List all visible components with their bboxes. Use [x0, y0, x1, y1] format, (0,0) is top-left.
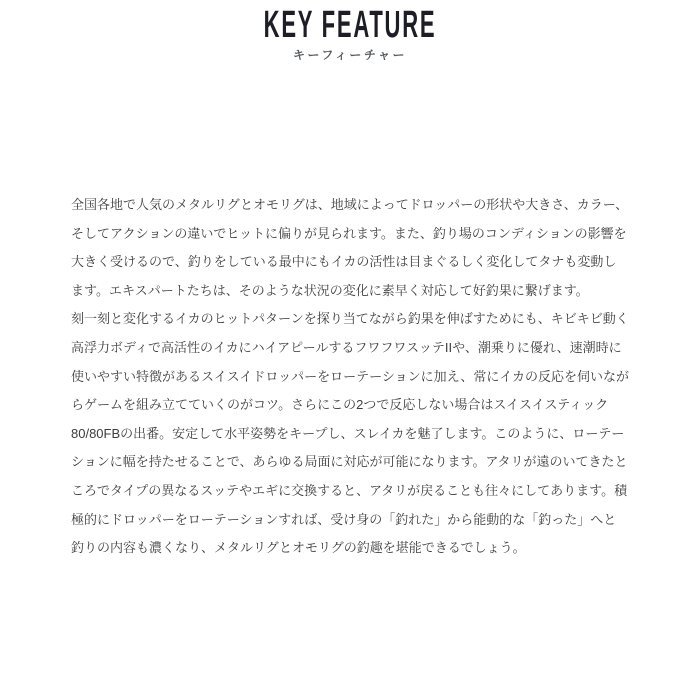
- body-paragraph-2: 刻一刻と変化するイカのヒットパターンを探り当てながら釣果を伸ばすためにも、キビキビ動く高浮力ボディで高活性のイカにハイアピールするフワフワスッテIIや、潮乗りに優れ、速潮時に使いやすい特徴があるスイスイドロッパーをローテーションに加え、常にイカの反応を伺いながらゲームを組み立てていくのがコツ。さらにこの2つで反応しない場合はスイスイスティック80/80FBの出番。安定して水平姿勢をキープし、スレイカを魅了します。このように、ローテーションに幅を持たせることで、あらゆる局面に対応が可能になります。アタリが遠のいてきたところでタイプの異なるスッテやエギに交換すると、アタリが戻ることも往々にしてあります。積極的にドロッパーをローテーションすれば、受け身の「釣れた」から能動的な「釣った」へと釣りの内容も濃くなり、メタルリグとオモリグの釣趣を堪能できるでしょう。: [71, 311, 629, 556]
- body-paragraph-1: 全国各地で人気のメタルリグとオモリグは、地域によってドロッパーの形状や大きさ、カラー、そしてアクションの違いでヒットに偏りが見られます。また、釣り場のコンディションの影響を大きく受けるので、釣りをしている最中にもイカの活性は目まぐるしく変化してタナも変動します。エキスパートたちは、そのような状況の変化に素早く対応して好釣果に繋げます。: [71, 197, 629, 298]
- section-subtitle: キーフィーチャー: [292, 48, 408, 62]
- section-header: [0, 0, 700, 63]
- body-text: [71, 191, 629, 563]
- section-title: KEY FEATURE: [263, 4, 437, 46]
